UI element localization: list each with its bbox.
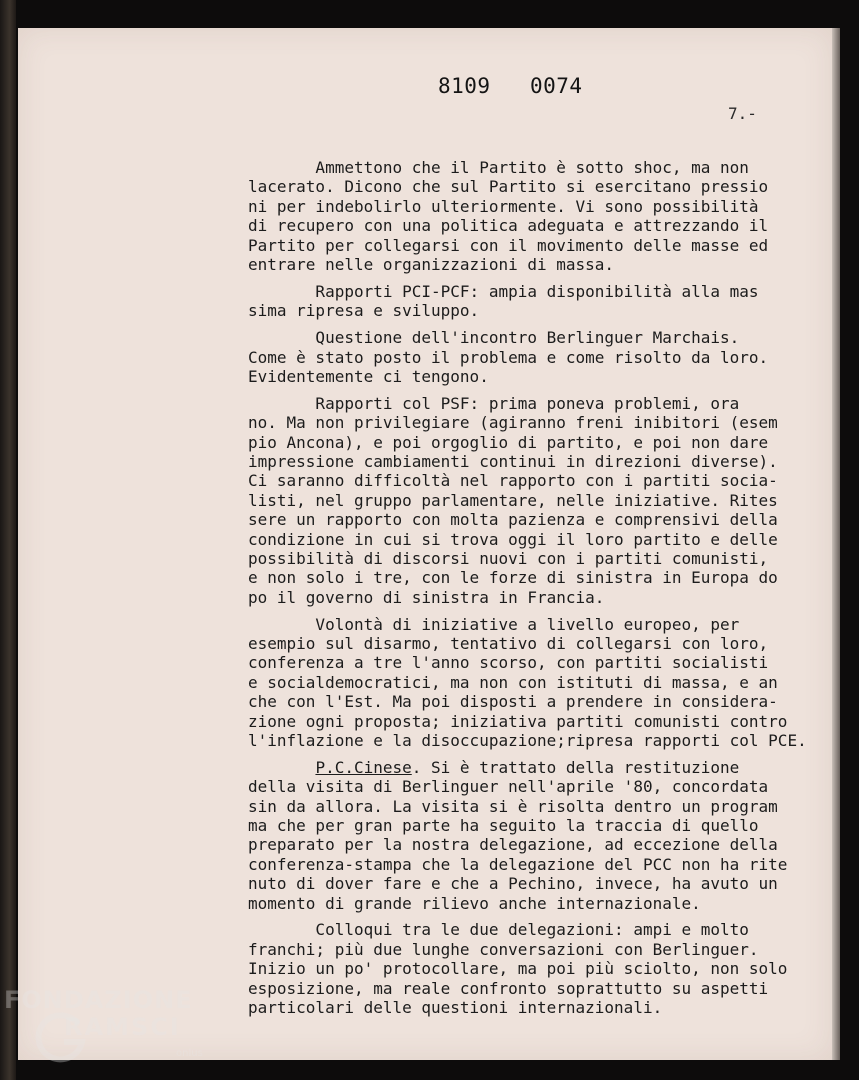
paragraph-european-initiatives (248, 615, 828, 751)
text-line: l'inflazione e la disoccupazione;ripresa rapporti col PCE. (248, 730, 807, 750)
text-line: Partito per collegarsi con il movimento delle masse ed (248, 235, 769, 255)
watermark-line2: RAMSCI (64, 1013, 181, 1041)
text-line: Rapporti col PSF: prima poneva problemi, ora (248, 393, 740, 413)
paragraph-psf (248, 394, 828, 607)
text-line: sere un rapporto con molta pazienza e comprensivi della (248, 510, 778, 530)
text-line: e non solo i tre, con le forze di sinistra in Europa do (248, 568, 778, 588)
text-line: conferenza-stampa che la delegazione del PCC non ha rite (248, 854, 788, 874)
text-line: lacerato. Dicono che sul Partito si esercitano pressio (248, 177, 769, 197)
paragraph-pc-cinese (248, 758, 828, 913)
paragraph-colloqui (248, 920, 828, 1017)
text-line: Ammettono che il Partito è sotto shoc, ma non (248, 158, 749, 177)
text-line: ma che per gran parte ha seguito la traccia di quello (248, 816, 759, 835)
text-line: momento di grande rilievo anche internazionale. (248, 893, 701, 913)
watermark-line1: FONDAZIONE (4, 986, 193, 1014)
text-line: Volontà di iniziative a livello europeo, per (248, 614, 740, 634)
text-line: sin da allora. La visita si è risolta dentro un program (248, 796, 778, 816)
section-heading-pc-cinese: P.C.Cinese (315, 757, 412, 777)
text-line: ni per indebolirlo ulteriormente. Vi sono possibilità (248, 196, 759, 216)
text-line: esposizione, ma reale confronto soprattutto su aspetti (248, 978, 769, 998)
text-line: franchi; più due lunghe conversazioni con Berlinguer. (248, 939, 759, 959)
text-line: Inizio un po' protocollare, ma poi più sciolto, non solo (248, 959, 788, 979)
text-line: condizione in cui si trova oggi il loro partito e delle (248, 529, 778, 549)
heading-line-rest: . Si è trattato della restituzione (411, 757, 740, 777)
text-line: conferenza a tre l'anno scorso, con partiti socialisti (248, 653, 769, 673)
text-line: sima ripresa e sviluppo. (248, 301, 480, 321)
text-line: che con l'Est. Ma poi disposti a prendere in considera- (248, 692, 778, 712)
document-number: 8109 0074 (438, 74, 583, 98)
text-line: Questione dell'incontro Berlinguer Marchais. (248, 328, 740, 348)
paragraph-berlinguer-marchais (248, 328, 828, 386)
text-line: particolari delle questioni internazionali. (248, 998, 663, 1018)
text-line: Rapporti PCI-PCF: ampia disponibilità alla mas (248, 281, 759, 301)
fondazione-gramsci-watermark (4, 986, 214, 1076)
watermark-suffix: onlus (176, 1048, 203, 1059)
paragraph-party-shock (248, 158, 828, 274)
text-line: listi, nel gruppo parlamentare, nelle iniziative. Rites (248, 490, 778, 510)
page-edge (832, 28, 840, 1060)
text-line: e socialdemocratici, ma non con istituti di massa, e an (248, 672, 778, 692)
text-line: di recupero con una politica adeguata e attrezzando il (248, 216, 769, 236)
typewritten-body (248, 158, 828, 1025)
text-line: Come è stato posto il problema e come risolto da loro. (248, 347, 769, 367)
page-number: 7.- (728, 104, 757, 123)
text-line: della visita di Berlinguer nell'aprile '80, concordata (248, 777, 769, 797)
text-line: zione ogni proposta; iniziativa partiti comunisti contro (248, 711, 788, 731)
binder-spine (0, 0, 16, 1080)
text-line: esempio sul disarmo, tentativo di collegarsi con loro, (248, 633, 769, 653)
text-line: po il governo di sinistra in Francia. (248, 587, 605, 607)
text-line: no. Ma non privilegiare (agiranno freni inibitori (esem (248, 413, 778, 433)
text-line: impressione cambiamenti continui in direzioni diverse). (248, 451, 778, 471)
text-line: preparato per la nostra delegazione, ad eccezione della (248, 835, 778, 855)
text-line: Ci saranno difficoltà nel rapporto con i partiti socia- (248, 471, 778, 491)
text-line: entrare nelle organizzazioni di massa. (248, 254, 615, 274)
text-line-with-heading (248, 758, 828, 777)
text-line: possibilità di discorsi nuovi con i partiti comunisti, (248, 548, 769, 568)
text-line: Evidentemente ci tengono. (248, 366, 489, 386)
paragraph-pci-pcf (248, 282, 828, 321)
text-line: pio Ancona), e poi orgoglio di partito, e poi non dare (248, 432, 769, 452)
text-line: Colloqui tra le due delegazioni: ampi e molto (248, 920, 749, 940)
text-line: nuto di dover fare e che a Pechino, invece, ha avuto un (248, 874, 778, 894)
